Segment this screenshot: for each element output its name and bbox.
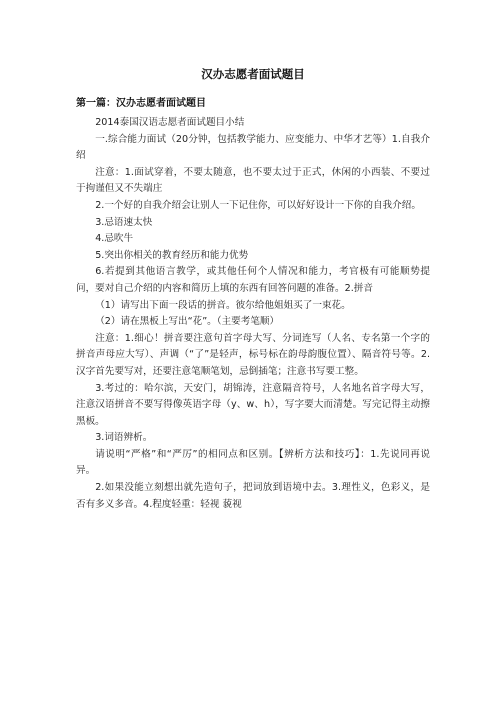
body-paragraph: （2）请在黑板上写出“花”。（主要考笔顺）	[95, 316, 280, 328]
body-paragraph: 6.若提到其他语言教学，或其他任何个人情况和能力，考官极有可能顺势提问，要对自己介绍的内容和简历上填的东西有回答问题的准备。2.拼音	[76, 266, 430, 294]
body-paragraph: 2014泰国汉语志愿者面试题目小结	[95, 117, 245, 128]
body-paragraph: 3.考过的：哈尔滨，天安门，胡锦涛，注意隔音符号，人名地名首字母大写，注意汉语拼音不要写得像英语字母（y、w、h），写字要大而清楚。写完记得主动擦黑板。	[76, 382, 430, 427]
body-paragraph: 5.突出你相关的教育经历和能力优势	[95, 249, 249, 261]
body-paragraph: 2.如果没能立刻想出就先造句子，把词放到语境中去。3.理性义，色彩义，是否有多义多音。4.程度轻重：轻视 藐视	[76, 482, 430, 510]
body-paragraph: 一.综合能力面试（20分钟，包括教学能力、应变能力、中华才艺等）1.自我介绍	[76, 133, 430, 162]
body-paragraph: 注意：1.面试穿着，不要太随意，也不要太过于正式，休闲的小西装、不要过于拘谨但又不失端庄	[76, 166, 430, 195]
body-paragraph: （1）请写出下面一段话的拼音。彼尔给他姐姐买了一束花。	[95, 299, 351, 311]
document-body	[76, 115, 430, 513]
body-paragraph: 3.词语辨析。	[95, 432, 153, 444]
body-paragraph: 注意：1.细心！拼音要注意句首字母大写、分词连写（人名、专名第一个字的拼音声母应大写）、声调（“了”是轻声，标号标在韵母韵腹位置）、隔音符号等。2.汉字首先要写对，还要注意笔顺笔划，忌倒插笔；注意书写要工整。	[76, 332, 430, 377]
body-paragraph: 2.一个好的自我介绍会让别人一下记住你，可以好好设计一下你的自我介绍。	[95, 199, 421, 211]
body-paragraph: 3.忌语速太快	[95, 216, 153, 228]
body-paragraph: 请说明“严格”和“严厉”的相同点和区别。【辨析方法和技巧】：1.先说同再说异。	[76, 448, 430, 477]
section-heading: 第一篇：汉办志愿者面试题目	[76, 98, 206, 109]
document-title: 汉办志愿者面试题目	[201, 67, 305, 81]
body-paragraph: 4.忌吹牛	[95, 233, 134, 245]
